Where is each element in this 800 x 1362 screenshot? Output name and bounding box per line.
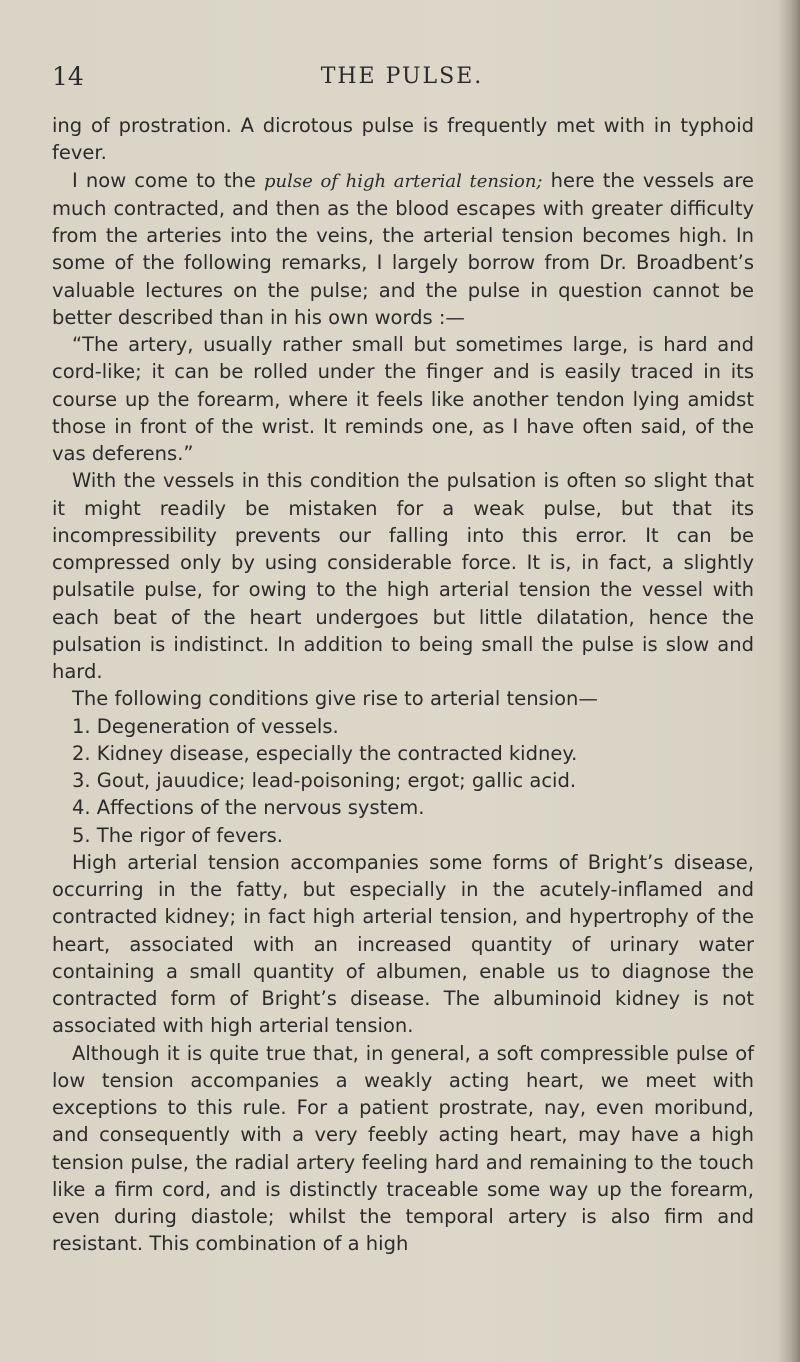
paragraph-2-italic: pulse of high arterial tension; (264, 170, 543, 192)
page-edge-shadow (778, 0, 800, 1362)
paragraph-2 (52, 167, 754, 332)
page-header (52, 62, 752, 102)
list-item: 2. Kidney disease, especially the contracted kidney. (72, 741, 578, 765)
body-text (52, 112, 754, 1258)
paragraph-quote: “The artery, usually rather small but sometimes large, is hard and cord-like; it can be rolled under the finger and is easily traced in its course up the forearm, where it feels like another tendon lying amidst those in front of the wrist. It reminds one, as I have often said, of the vas deferens.” (52, 333, 754, 465)
paragraph-2-end: here the vessels are much contracted, and then as the blood escapes with greater difficulty from the arteries into the veins, the arterial tension becomes high. In some of the following remarks, I largely borrow from Dr. Broadbent’s valuable lectures on the pulse; and the pulse in question cannot be better described than in his own words :— (52, 168, 755, 329)
paragraph-5: The following conditions give rise to arterial tension— (72, 687, 598, 711)
page-number: 14 (52, 62, 84, 91)
list-item: 5. The rigor of fevers. (72, 823, 283, 847)
paragraph-2-start: I now come to the (72, 168, 264, 192)
paragraph-6: High arterial tension accompanies some forms of Bright’s disease, occurring in the fatty, but especially in the acutely-inflamed and contracted kidney; in fact high arterial tension, and hypertrophy of the heart, associated with an increased quantity of urinary water containing a small quantity of albumen, enable us to diagnose the contracted form of Bright’s disease. The albuminoid kidney is not associated with high arterial tension. (52, 850, 754, 1038)
paragraph-4: With the vessels in this condition the pulsation is often so slight that it might readily be mistaken for a weak pulse, but that its incompressibility prevents our falling into this error. It can be compressed only by using considerable force. It is, in fact, a slightly pulsatile pulse, for owing to the high arterial tension the vessel with each beat of the heart undergoes but little dilatation, hence the pulsation is indistinct. In addition to being small the pulse is slow and hard. (52, 469, 754, 683)
paragraph-7: Although it is quite true that, in general, a soft compressible pulse of low tension accompanies a weakly acting heart, we meet with exceptions to this rule. For a patient prostrate, nay, even moribund, and consequently with a very feebly acting heart, may have a high tension pulse, the radial artery feeling hard and remaining to the touch like a firm cord, and is distinctly traceable some way up the forearm, even during diastole; whilst the temporal artery is also firm and resistant. This combination of a high (52, 1041, 754, 1256)
running-title: THE PULSE. (320, 64, 484, 89)
list-item: 1. Degeneration of vessels. (72, 714, 339, 738)
list-item: 4. Affections of the nervous system. (72, 796, 425, 820)
paragraph-1: ing of prostration. A dicrotous pulse is frequently met with in typhoid fever. (52, 114, 754, 165)
list-item: 3. Gout, jauudice; lead-poisoning; ergot; gallic acid. (72, 769, 577, 792)
